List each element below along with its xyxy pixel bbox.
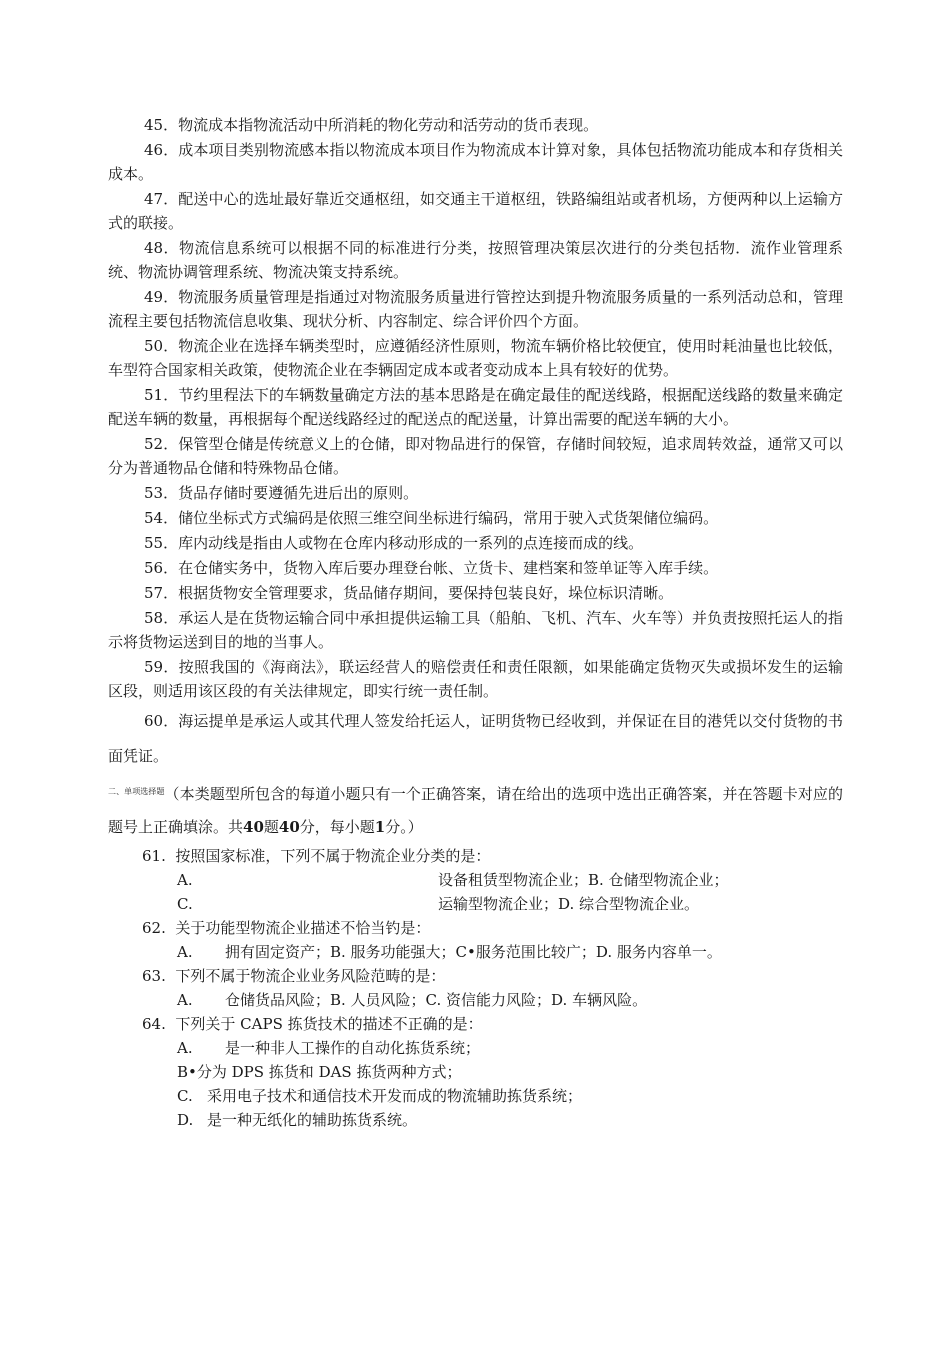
statement-number: 46 [144,141,164,159]
option-text: B•分为 DPS 拣货和 DAS 拣货两种方式； [177,1063,462,1081]
question-61-option-cd [108,892,843,916]
question-62-options [108,940,843,964]
question-64-option-b [108,1060,843,1084]
option-letter: A. [177,991,193,1009]
question-number: 64. [142,1015,166,1033]
question-count: 40 [243,818,264,836]
statement-57 [108,581,843,605]
question-64-option-a [108,1036,843,1060]
statement-text: ．物流成本指物流活动中所消耗的物化劳动和活劳动的货币表现。 [163,116,599,134]
statement-number: 50 [144,337,164,355]
statement-60 [108,704,843,774]
statement-text: ．根据货物安全管理要求，货品储存期间，要保持包装良好，垛位标识清晰。 [163,584,674,602]
document-body [108,113,843,1132]
option-letter: A. [177,1039,193,1057]
statement-text: ．承运人是在货物运输合同中承担提供运输工具（船舶、飞机、汽车、火车等）并负责按照托运人的指示将货物运送到目的地的当事人。 [108,609,843,651]
option-letter: A. [177,871,193,889]
statement-49 [108,285,843,333]
question-64 [108,1012,843,1036]
statement-52 [108,432,843,480]
statement-48 [108,236,843,284]
statement-text: ．货品存储时要遵循先进后出的原则。 [163,484,419,502]
option-text: 拥有固定资产；B. 服务功能强大；C•服务范围比较广；D. 服务内容单一。 [225,943,722,961]
points-each: 1 [374,818,386,836]
option-text: 是一种非人工操作的自动化拣货系统； [225,1039,481,1057]
question-stem: 下列不属于物流企业业务风险范畴的是： [175,967,446,985]
statement-number: 59 [144,658,164,676]
statement-text: ．保管型仓储是传统意义上的仓储，即对物品进行的保管，存储时间较短，追求周转效益，通常又可以分为普通物品仓储和特殊物品仓储。 [108,435,843,477]
question-63-options [108,988,843,1012]
question-stem: 下列关于 CAPS 拣货技术的描述不正确的是： [175,1015,483,1033]
option-text: 仓储货品风险；B. 人员风险；C. 资信能力风险；D. 车辆风险。 [225,991,648,1009]
section-instructions: （本类题型所包含的每道小题只有一个正确答案，请在给出的选项中选出正确答案，并在答题卡对应的题号上正确填涂。共 [108,785,843,836]
section-heading [108,775,843,844]
statement-number: 58 [144,609,164,627]
statement-number: 47 [144,190,164,208]
question-stem: 按照国家标准，下列不属于物流企业分类的是： [175,847,491,865]
option-letter: D. [177,1111,194,1129]
statement-number: 52 [144,435,164,453]
statement-number: 49 [144,288,164,306]
statement-text: ．库内动线是指由人或物在仓库内移动形成的一系列的点连接而成的线。 [163,534,644,552]
statement-number: 57 [144,584,164,602]
statement-text: ．节约里程法下的车辆数量确定方法的基本思路是在确定最佳的配送线路，根据配送线路的数量来确定配送车辆的数量，再根据每个配送线路经过的配送点的配送量，计算出需要的配送车辆的大小。 [108,386,843,428]
statement-number: 53 [144,484,164,502]
question-62 [108,916,843,940]
question-61 [108,844,843,868]
statement-50 [108,334,843,382]
statement-text: ．成本项目类别物流感本指以物流成本项目作为物流成本计算对象，具体包括物流功能成本和存货相关成本。 [108,141,843,183]
option-letter: A. [177,943,193,961]
statement-number: 48 [144,239,164,257]
statement-number: 56 [144,559,164,577]
section-text: 分。） [385,818,423,836]
question-number: 61. [142,847,166,865]
statement-number: 55 [144,534,164,552]
question-number: 62. [142,919,166,937]
option-text: 设备租赁型物流企业；B. 仓储型物流企业； [438,871,729,889]
total-points: 40 [278,818,300,836]
statement-text: ．按照我国的《海商法》，联运经营人的赔偿责任和责任限额，如果能确定货物灭失或损坏发生的运输区段，则适用该区段的有关法律规定，即实行统一责任制。 [108,658,843,700]
statement-number: 60 [144,712,164,730]
question-stem: 关于功能型物流企业描述不恰当钓是： [175,919,431,937]
statement-46 [108,138,843,186]
question-64-option-d [108,1108,843,1132]
option-letter: C. [177,1087,193,1105]
statement-text: ．物流企业在选择车辆类型时，应遵循经济性原则，物流车辆价格比较便宜，使用时耗油量也比较低，车型符合国家相关政策，使物流企业在李辆固定成本或者变动成本上具有较好的优势。 [108,337,843,379]
section-label: 二、单项选择题 [108,787,165,796]
question-64-option-c [108,1084,843,1108]
statement-text: ．储位坐标式方式编码是依照三维空间坐标进行编码，常用于驶入式货架储位编码。 [163,509,719,527]
statement-59 [108,655,843,703]
statement-text: ．配送中心的选址最好靠近交通枢纽，如交通主干道枢纽，铁路编组站或者机场，方便两种以上运输方式的联接。 [108,190,843,232]
statement-number: 45 [144,116,164,134]
option-text: 是一种无纸化的辅助拣货系统。 [207,1111,418,1129]
statement-51 [108,383,843,431]
option-text: 运输型物流企业；D. 综合型物流企业。 [438,895,700,913]
statement-55 [108,531,843,555]
question-number: 63. [142,967,166,985]
statement-56 [108,556,843,580]
statement-45 [108,113,843,137]
section-text: 题 [263,818,279,836]
option-letter: C. [177,895,193,913]
statement-47 [108,187,843,235]
statement-54 [108,506,843,530]
section-text: 分，每小题 [299,818,375,836]
statement-text: ．物流信息系统可以根据不同的标准进行分类，按照管理决策层次进行的分类包括物．流作业管理系统、物流协调管理系统、物流决策支持系统。 [108,239,843,281]
question-63 [108,964,843,988]
statement-53 [108,481,843,505]
statement-text: ．在仓储实务中，货物入库后要办理登台帐、立货卡、建档案和签单证等入库手续。 [163,559,719,577]
option-text: 采用电子技术和通信技术开发而成的物流辅助拣货系统； [207,1087,583,1105]
question-61-option-ab [108,868,843,892]
statement-58 [108,606,843,654]
statement-text: ．物流服务质量管理是指通过对物流服务质量进行管控达到提升物流服务质量的一系列活动总和，管理流程主要包括物流信息收集、现状分析、内容制定、综合评价四个方面。 [108,288,843,330]
statement-number: 51 [144,386,164,404]
statement-text: ．海运提单是承运人或其代理人签发给托运人，证明货物已经收到，并保证在目的港凭以交付货物的书面凭证。 [108,712,843,765]
statement-number: 54 [144,509,164,527]
